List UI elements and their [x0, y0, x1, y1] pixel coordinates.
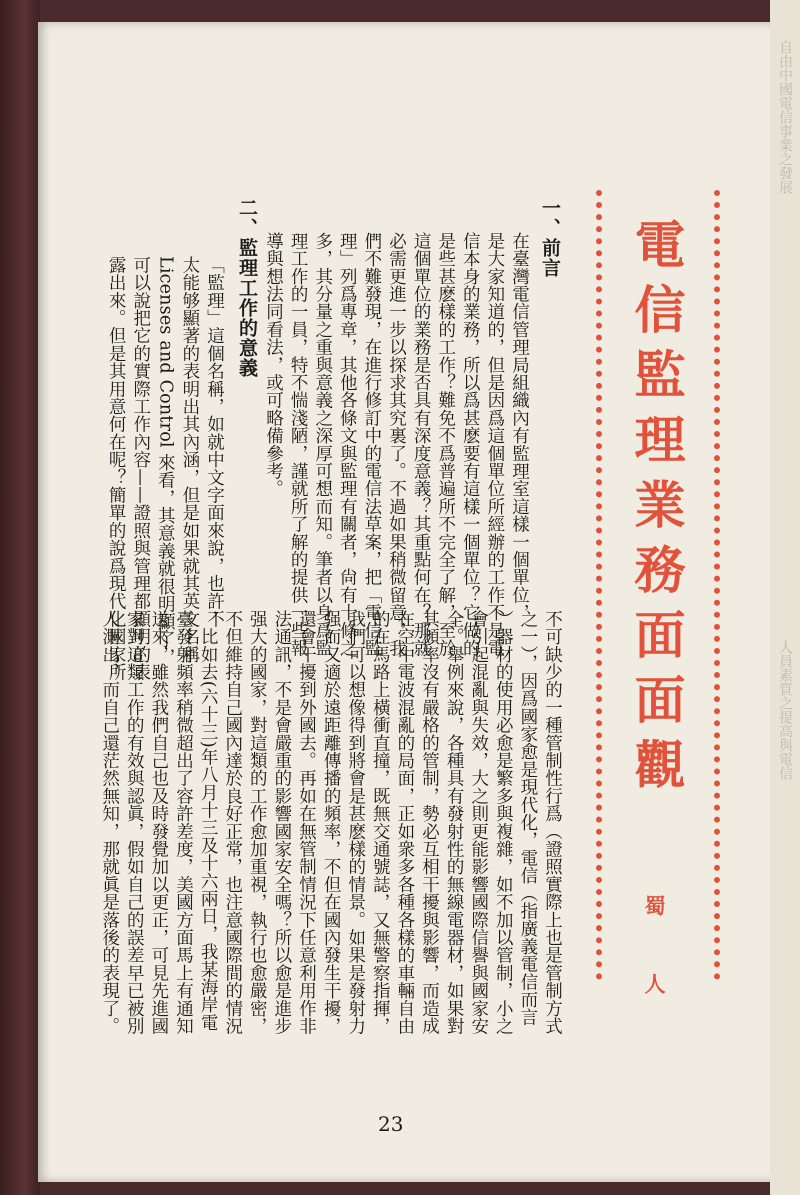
- text-line: 太能够顯著的表明出其內涵，但是如果就其英文名稱: [179, 256, 200, 664]
- article-title: 電信監理業務面面觀: [625, 218, 685, 803]
- text-line: 我們可以想像得到將會是甚麽樣的情景。如果是發射力: [345, 610, 366, 1035]
- text-line: 這個單位的業務是否具有深度意義？其重點何在？那就: [411, 232, 432, 657]
- text-line: 是大家知道的，但是因爲這個單位所經辦的工作不是電: [484, 232, 505, 657]
- author-name: 蜀 人: [642, 895, 667, 1012]
- text-line: ，比如去(六十三)年八月十三及十六兩日，我某海岸電: [198, 610, 219, 1032]
- text-line: 不但維持自己國內達於良好正常，也注意國際間的情況: [222, 610, 243, 1035]
- text-line: 在臺灣電信管理局組織內有監理室這樣一個單位，: [509, 232, 530, 622]
- text-line: 露出來。但是其用意何在呢？簡單的說爲現代化國家所: [106, 256, 127, 681]
- text-line: 法通訊，不是會嚴重的影響國家安全嗎？所以愈是進步: [271, 610, 292, 1035]
- text-line: 家對這類工作的有效與認眞，假如自己的誤差早已被別: [124, 610, 145, 1035]
- text-line: 是些甚麽樣的工作？難免不爲普遍所不完全了解，至於: [435, 232, 456, 657]
- book-binding: [0, 0, 40, 1195]
- text-line: 導與想法同看法，或可略備參考。: [263, 232, 284, 498]
- text-line: 「監理」這個名稱，如就中文字面來說，也許不: [204, 256, 225, 628]
- next-page-edge: [770, 0, 800, 1195]
- text-line: 强而又適於遠距離傳播的頻率，不但在國內發生干擾，: [321, 610, 342, 1035]
- text-line: 理工作的一員，特不惴淺陋，謹就所了解的提供一些報: [288, 232, 309, 657]
- section-heading-meaning: 二、監理工作的意義: [236, 198, 258, 378]
- section-heading-preface: 一、前言: [539, 198, 561, 278]
- text-line: Licenses and Control 來看，其意義就很明顯了，: [155, 256, 176, 666]
- text-line: 可以說把它的實際工作內容——證照與管理都顯明的表: [130, 256, 151, 681]
- text-line: 强大的國家，對這類的工作愈加重視，執行也愈嚴密，: [247, 610, 268, 1035]
- text-line: 臺發射頻率稍微超出了容許差度，美國方面馬上有通知: [173, 610, 194, 1035]
- text-line: 其頻率沒有嚴格的管制，勢必互相干擾與影響，而造成: [419, 610, 440, 1035]
- page-number: 23: [378, 1112, 404, 1136]
- text-line: 的在馬路上橫衝直撞，既無交通號誌，又無警察指揮，: [370, 610, 391, 1035]
- text-line: 全。舉例來說，各種具有發射性的無線電器材，如果對: [444, 610, 465, 1035]
- text-line: 們不難發現，在進行修訂中的電信法草案，把「電信監: [361, 232, 382, 657]
- text-line: 還會干擾到外國去。再如在無管制情況下任意利用作非: [296, 610, 317, 1035]
- text-line: ）器材的使用必愈是繁多與複雜，如不加以管制，小之: [493, 610, 514, 1035]
- next-page-ghost-text: 人員素質之提高與電信: [777, 640, 793, 780]
- text-line: 不可缺少的一種管制性行爲（證照實際上也是管制方式: [542, 610, 563, 1035]
- text-line: 信本身的業務，所以爲甚麽要有這樣一個單位？它做的: [460, 232, 481, 657]
- text-line: 多，其分量之重與意義之深厚可想而知。筆者以身爲監: [312, 232, 333, 657]
- text-line: 理」列爲專章，其他各條文與監理有關者，尙有十條之: [337, 232, 358, 657]
- text-line: 必需更進一步以探求其究裏了。不過如果稍微留意，我: [386, 232, 407, 657]
- text-line: 送來，雖然我們自己也及時發覺加以更正，可見先進國: [148, 610, 169, 1035]
- text-line: 會引起混亂與失效，大之則更能影響國際信譽與國家安: [468, 610, 489, 1035]
- text-line: 在空中電波混亂的局面，正如衆多各種各樣的車輛自由: [394, 610, 415, 1035]
- text-line: 人測出，而自己還茫然無知，那就眞是落後的表現了。: [99, 610, 120, 1035]
- text-line: 之一），因爲國家愈是現代化，電信（指廣義電信而言: [517, 610, 538, 1027]
- next-page-ghost-text: 自由中國電信事業之發展: [777, 40, 793, 194]
